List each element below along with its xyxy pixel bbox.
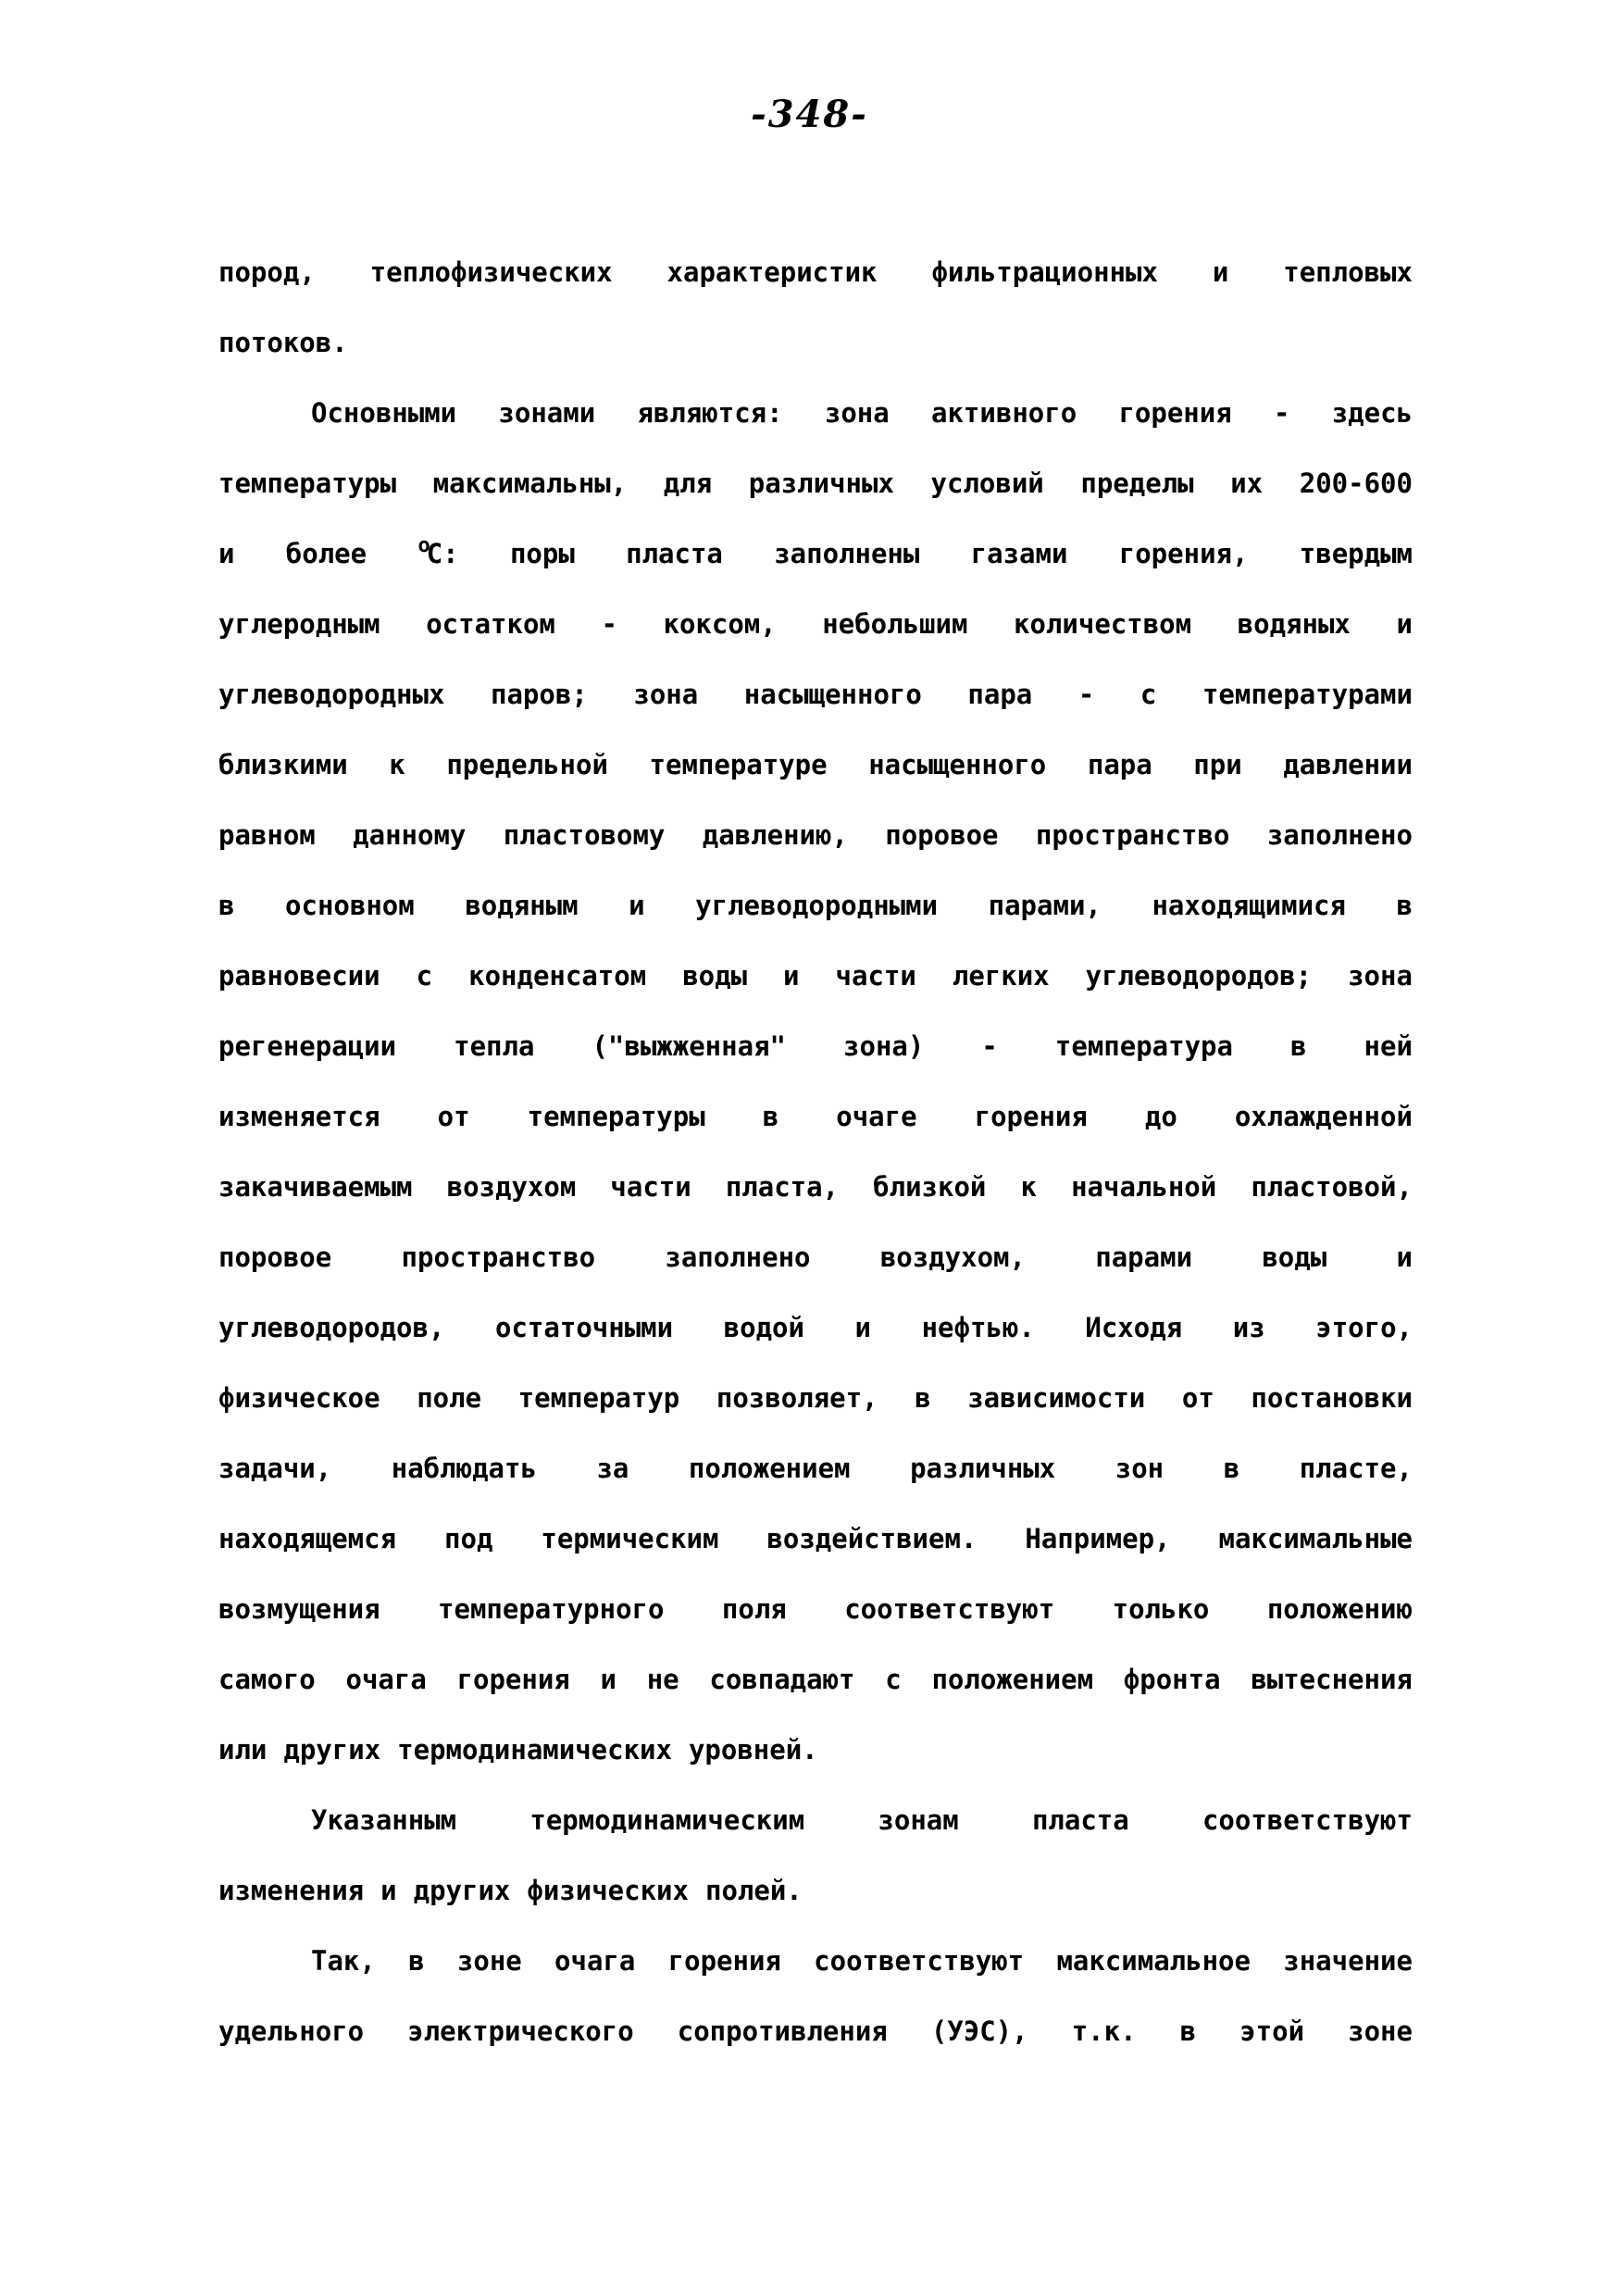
word: воздухом,	[879, 1242, 1026, 1273]
text-line	[218, 1800, 1413, 1870]
word: вытеснения	[1251, 1664, 1413, 1695]
word: максимальны,	[432, 468, 628, 499]
word: пласта	[1031, 1804, 1129, 1836]
word: совпадают	[709, 1664, 855, 1695]
text-line	[218, 1659, 1413, 1729]
word: этого,	[1315, 1312, 1413, 1343]
text-line	[218, 1729, 1413, 1800]
word: только	[1112, 1593, 1210, 1625]
word: поля	[721, 1593, 787, 1625]
word: ней	[1364, 1030, 1413, 1062]
word: возмущения	[218, 1593, 380, 1625]
word: под	[444, 1523, 493, 1554]
word: закачиваемым	[218, 1171, 413, 1203]
word: электрического	[407, 2015, 634, 2047]
word: равновесии	[218, 960, 380, 992]
word: остатком	[426, 608, 555, 640]
word: горения	[974, 1101, 1088, 1132]
word: в	[1179, 2015, 1197, 2047]
word: горения,	[1118, 538, 1249, 569]
word: пласта,	[725, 1171, 840, 1203]
text-line	[218, 1307, 1413, 1378]
word: позволяет,	[716, 1382, 878, 1414]
word: положению	[1266, 1593, 1413, 1625]
word: и	[1396, 1242, 1413, 1273]
word: постановки	[1251, 1382, 1413, 1414]
word: заполнено	[665, 1242, 811, 1273]
word: температура	[1054, 1030, 1233, 1062]
word: части	[610, 1171, 691, 1203]
word: -	[1273, 397, 1290, 429]
word: от	[1181, 1382, 1214, 1414]
word: горения	[1118, 397, 1232, 429]
text-line	[218, 1518, 1413, 1589]
text-line	[218, 322, 1413, 393]
word: данному	[353, 819, 467, 851]
word: и	[854, 1312, 872, 1343]
word: и	[600, 1664, 616, 1695]
word: регенерации	[218, 1030, 397, 1062]
word: Основными	[311, 397, 457, 429]
word: не	[646, 1664, 679, 1695]
word: близкой	[873, 1171, 987, 1203]
word: теплофизических	[369, 256, 613, 288]
word: воды	[682, 960, 748, 992]
word: пласта	[626, 538, 723, 569]
word: соответствуют	[1202, 1804, 1413, 1836]
word: основном	[285, 890, 415, 921]
word: легких	[952, 960, 1050, 992]
word: пласте,	[1299, 1453, 1413, 1484]
word: зона	[633, 679, 699, 710]
word: очага	[554, 1945, 636, 1977]
word: и	[1396, 608, 1413, 640]
word: максимальные	[1218, 1523, 1413, 1554]
word: зон	[1115, 1453, 1164, 1484]
word: водяным	[465, 890, 579, 921]
word: пара	[967, 679, 1033, 710]
word: различных	[910, 1453, 1056, 1484]
page-number: -348-	[751, 93, 868, 136]
word: за	[596, 1453, 629, 1484]
text-line	[218, 604, 1413, 674]
text-line	[218, 1378, 1413, 1448]
word: близкими	[218, 749, 348, 780]
word: наблюдать	[391, 1453, 537, 1484]
word: находящемся	[218, 1523, 397, 1554]
word: зоне	[1348, 2015, 1413, 2047]
word: температур	[517, 1382, 680, 1414]
word: т.к.	[1071, 2015, 1137, 2047]
word: температуры	[218, 468, 397, 499]
word: пластовому	[503, 819, 666, 851]
word: задачи,	[218, 1453, 332, 1484]
text-line	[218, 885, 1413, 955]
word: и	[783, 960, 800, 992]
word: и	[380, 1875, 397, 1906]
word: изменяется	[218, 1101, 380, 1132]
text-line	[218, 533, 1413, 604]
word: различных	[748, 468, 894, 499]
word: пара	[1087, 749, 1152, 780]
word: полей.	[704, 1875, 803, 1906]
word: углеродным	[218, 608, 380, 640]
word: с	[416, 960, 433, 992]
text-line	[218, 1167, 1413, 1237]
word: зона	[824, 397, 890, 429]
word: равном	[218, 819, 316, 851]
text-line	[218, 2011, 1413, 2081]
word: термодинамическим	[529, 1804, 805, 1836]
word: углеводородов;	[1085, 960, 1313, 992]
word: воздействием.	[766, 1523, 978, 1554]
word: паров;	[491, 679, 588, 710]
word: пространство	[401, 1242, 596, 1273]
word: самого	[218, 1664, 316, 1695]
word: значение	[1283, 1945, 1413, 1977]
word: характеристик	[666, 256, 878, 288]
text-line	[218, 1237, 1413, 1307]
text-line	[218, 744, 1413, 815]
word: условий	[930, 468, 1044, 499]
word: количеством	[1014, 608, 1192, 640]
word: соответствуют	[844, 1593, 1055, 1625]
word: водой	[723, 1312, 804, 1343]
word: температурного	[438, 1593, 665, 1625]
word: к	[389, 749, 405, 780]
word: поровое	[218, 1242, 332, 1273]
word: углеводородных	[218, 679, 445, 710]
word: в	[915, 1382, 931, 1414]
word: или	[218, 1734, 268, 1766]
word: термодинамических	[397, 1734, 672, 1766]
word: пластовой,	[1251, 1171, 1413, 1203]
word: в	[1223, 1453, 1240, 1484]
text-line	[218, 674, 1413, 744]
word: зона)	[843, 1030, 925, 1062]
text-line	[218, 1940, 1413, 2011]
word: физических	[527, 1875, 689, 1906]
word: удельного	[218, 2015, 365, 2047]
word: углеводородными	[695, 890, 939, 921]
word: и	[218, 538, 235, 569]
word: поровое	[885, 819, 999, 851]
word: давлении	[1283, 749, 1413, 780]
word: насыщенного	[868, 749, 1047, 780]
word: других	[283, 1734, 381, 1766]
text-line	[218, 1589, 1413, 1659]
word: небольшим	[822, 608, 968, 640]
word: -	[601, 608, 617, 640]
word: начальной	[1071, 1171, 1217, 1203]
word: зонам	[878, 1804, 959, 1836]
word: ("выжженная"	[592, 1030, 786, 1062]
word: из	[1232, 1312, 1265, 1343]
word: и	[1212, 256, 1229, 288]
word: физическое	[218, 1382, 380, 1414]
word: здесь	[1331, 397, 1413, 429]
word: в	[408, 1945, 425, 1977]
body-text	[218, 252, 1413, 2081]
word: активного	[931, 397, 1077, 429]
word: термическим	[541, 1523, 719, 1554]
word: и	[629, 890, 645, 921]
word: парами,	[988, 890, 1102, 921]
word: при	[1193, 749, 1242, 780]
word: зона	[1348, 960, 1413, 992]
word: конденсатом	[468, 960, 647, 992]
word: очаге	[836, 1101, 917, 1132]
word: являются:	[637, 397, 783, 429]
word: остаточными	[495, 1312, 674, 1343]
word: горения	[456, 1664, 570, 1695]
word: температурами	[1202, 679, 1413, 710]
word: части	[835, 960, 916, 992]
word: пород,	[218, 256, 316, 288]
word: фронта	[1123, 1664, 1221, 1695]
word: Исходя	[1085, 1312, 1183, 1343]
word: в	[1290, 1030, 1307, 1062]
text-line	[218, 1026, 1413, 1096]
word: воды	[1262, 1242, 1327, 1273]
word: сопротивления	[677, 2015, 888, 2047]
word: с	[885, 1664, 902, 1695]
word: поле	[417, 1382, 482, 1414]
word: более	[285, 538, 367, 569]
word: тепловых	[1283, 256, 1413, 288]
word: их	[1230, 468, 1264, 499]
word: Например,	[1025, 1523, 1171, 1554]
word: потоков.	[218, 327, 348, 358]
word: давлению,	[702, 819, 848, 851]
word: в	[762, 1101, 779, 1132]
word: температуре	[649, 749, 828, 780]
word: водяных	[1237, 608, 1351, 640]
word: до	[1144, 1101, 1177, 1132]
word: изменения	[218, 1875, 365, 1906]
word: Указанным	[311, 1804, 457, 1836]
word: для	[663, 468, 713, 499]
word: максимальное	[1056, 1945, 1251, 1977]
word: заполнено	[1266, 819, 1413, 851]
word: в	[218, 890, 235, 921]
word: зонами	[498, 397, 596, 429]
text-line	[218, 955, 1413, 1026]
word: зависимости	[967, 1382, 1146, 1414]
word: фильтрационных	[931, 256, 1158, 288]
word: -	[981, 1030, 998, 1062]
word: положением	[688, 1453, 851, 1484]
word: от	[437, 1101, 470, 1132]
text-line	[218, 1870, 1413, 1940]
word: 200-600	[1299, 468, 1413, 499]
word: с	[1140, 679, 1157, 710]
text-line	[218, 815, 1413, 885]
word: твердым	[1299, 538, 1413, 569]
word: поры	[509, 538, 575, 569]
word: очага	[345, 1664, 427, 1695]
text-line	[218, 393, 1413, 463]
word: газами	[970, 538, 1068, 569]
word: коксом,	[663, 608, 777, 640]
text-line	[218, 1096, 1413, 1167]
word: соответствуют	[814, 1945, 1025, 1977]
text-line	[218, 1448, 1413, 1518]
word: зоне	[456, 1945, 522, 1977]
word: насыщенного	[743, 679, 922, 710]
word: горения	[667, 1945, 781, 1977]
text-line	[218, 463, 1413, 533]
word: в	[1396, 890, 1413, 921]
word: парами	[1095, 1242, 1193, 1273]
word: других	[413, 1875, 511, 1906]
word: этой	[1239, 2015, 1305, 2047]
word: положением	[931, 1664, 1094, 1695]
word: к	[1020, 1171, 1037, 1203]
text-line	[218, 252, 1413, 322]
word: находящимися	[1152, 890, 1346, 921]
word: уровней.	[688, 1734, 818, 1766]
word: охлажденной	[1234, 1101, 1413, 1132]
word: пространство	[1035, 819, 1230, 851]
word: углеводородов,	[218, 1312, 445, 1343]
word: заполнены	[774, 538, 920, 569]
word: температуры	[527, 1101, 705, 1132]
word: (УЭС),	[930, 2015, 1028, 2047]
word: воздухом	[446, 1171, 577, 1203]
word: предельной	[446, 749, 608, 780]
word: -	[1077, 679, 1095, 710]
word: Так,	[311, 1945, 376, 1977]
word: нефтью.	[921, 1312, 1035, 1343]
word: тепла	[454, 1030, 535, 1062]
word: $^o$С:	[417, 534, 459, 569]
word: пределы	[1080, 468, 1194, 499]
